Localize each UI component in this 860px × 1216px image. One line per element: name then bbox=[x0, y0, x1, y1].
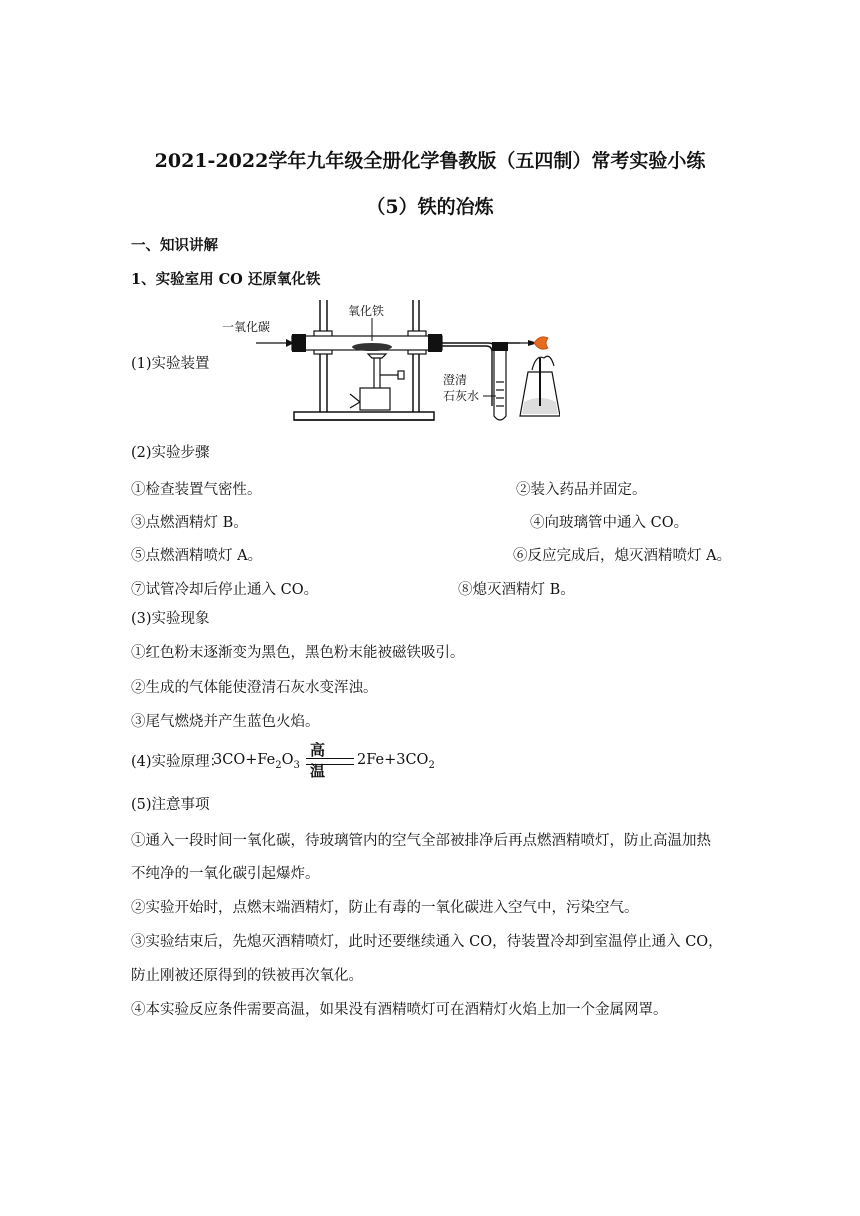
step-item: ⑦试管冷却后停止通入 CO。 bbox=[131, 582, 319, 598]
phenomenon-item: ②生成的气体能使澄清石灰水变浑浊。 bbox=[131, 680, 378, 696]
limewater-label-2: 石灰水 bbox=[443, 389, 480, 403]
iron-oxide-powder bbox=[352, 343, 392, 351]
section-heading: 一、知识讲解 bbox=[131, 237, 218, 254]
note-item: 防止刚被还原得到的铁被再次氧化。 bbox=[131, 968, 363, 984]
note-item: ④本实验反应条件需要高温，如果没有酒精喷灯可在酒精灯火焰上加一个金属网罩。 bbox=[131, 1002, 668, 1018]
phenomenon-item: ①红色粉末逐渐变为黑色，黑色粉末能被磁铁吸引。 bbox=[131, 645, 465, 661]
tail-gas-flame bbox=[534, 337, 548, 349]
step-item: ⑥反应完成后，熄灭酒精喷灯 A。 bbox=[513, 548, 732, 564]
document-title-line1: 2021-2022学年九年级全册化学鲁教版（五四制）常考实验小练 bbox=[154, 150, 706, 172]
note-item: ②实验开始时，点燃末端酒精灯，防止有毒的一氧化碳进入空气中，污染空气。 bbox=[131, 900, 639, 916]
step-item: ⑧熄灭酒精灯 B。 bbox=[458, 582, 575, 598]
note-item: ①通入一段时间一氧化碳，待玻璃管内的空气全部被排净后再点燃酒精喷灯，防止高温加热 bbox=[131, 833, 711, 849]
step-item: ⑤点燃酒精喷灯 A。 bbox=[131, 548, 263, 564]
phenomena-heading: (3)实验现象 bbox=[131, 611, 210, 627]
note-item: 不纯净的一氧化碳引起爆炸。 bbox=[131, 866, 320, 882]
steps-heading: (2)实验步骤 bbox=[131, 445, 210, 461]
limewater-test-tube bbox=[492, 342, 508, 420]
step-item: ①检查装置气密性。 bbox=[131, 482, 262, 498]
co-label: 一氧化碳 bbox=[222, 320, 271, 334]
note-item: ③实验结束后，先熄灭酒精喷灯，此时还要继续通入 CO，待装置冷却到室温停止通入 CO， bbox=[131, 934, 723, 950]
reaction-condition: 高温 bbox=[310, 741, 326, 780]
apparatus-diagram bbox=[210, 298, 560, 428]
step-item: ②装入药品并固定。 bbox=[516, 482, 647, 498]
alcohol-blast-lamp bbox=[350, 354, 404, 410]
alcohol-lamp bbox=[520, 356, 560, 416]
document-title-line2: （5）铁的冶炼 bbox=[366, 196, 494, 218]
notes-heading: (5)注意事项 bbox=[131, 797, 210, 813]
limewater-label-1: 澄清 bbox=[443, 373, 468, 387]
step-item: ③点燃酒精灯 B。 bbox=[131, 515, 248, 531]
principle-label: (4)实验原理： bbox=[131, 754, 225, 770]
apparatus-label: (1)实验装置 bbox=[131, 356, 210, 372]
step-item: ④向玻璃管中通入 CO。 bbox=[530, 515, 689, 531]
fe2o3-label: 氧化铁 bbox=[348, 304, 385, 318]
subsection-heading: 1、实验室用 CO 还原氧化铁 bbox=[131, 271, 321, 288]
phenomenon-item: ③尾气燃烧并产生蓝色火焰。 bbox=[131, 714, 320, 730]
equals-sign bbox=[306, 758, 354, 765]
